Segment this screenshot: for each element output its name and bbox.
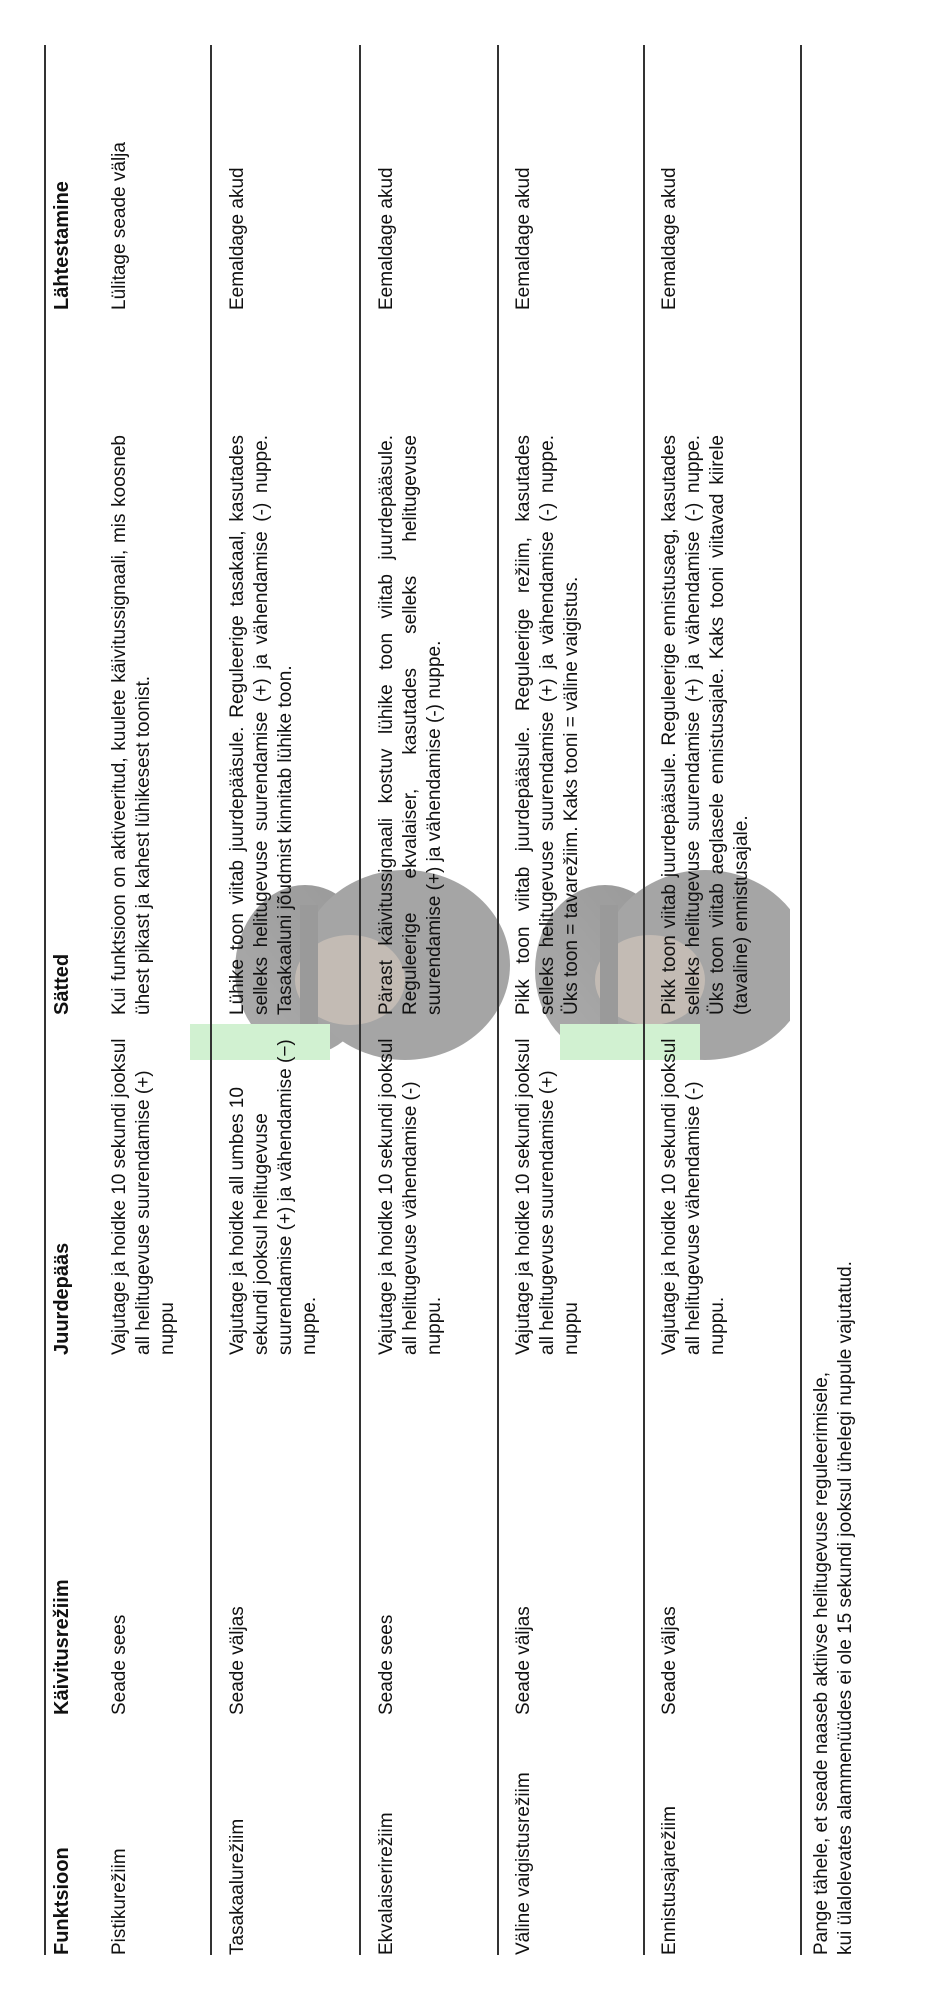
cell-reset: Eemaldage akud	[376, 167, 397, 310]
cell-settings: Lühike toon viitab juurdepääsule. Reguleerige tasakaal, kasutades selleks helitugevuse suurendamise (+) ja vähendamise (-) nuppe. Tasakaaluni jõudmist kinnitab lühike toon.	[227, 435, 296, 1015]
cell-mode: Seade sees	[376, 1614, 397, 1715]
cell-reset: Lülitage seade välja	[109, 142, 130, 310]
cell-mode: Seade väljas	[659, 1606, 680, 1715]
cell-access: Vajutage ja hoidke 10 sekundi jooksul all helitugevuse suurendamise (+) nuppu	[109, 1038, 178, 1355]
header-function: Funktsioon	[51, 1847, 73, 1955]
footer-note-line-2: kui ülalolevates alammenüüdes ei ole 15 sekundi jooksul ühelegi nupule vajutatud.	[835, 1261, 856, 1955]
cell-settings: Pikk toon viitab juurdepääsule. Reguleerige režiim, kasutades selleks helitugevuse suurendamise (+) ja vähendamise (-) nuppe. Üks toon = tavarežiim. Kaks tooni = väline vaigistus.	[513, 435, 582, 1015]
cell-settings: Kui funktsioon on aktiveeritud, kuulete käivitussignaali, mis koosneb ühest pikast ja kahest lühikesest toonist.	[109, 435, 154, 1015]
cell-settings: Pärast käivitussignaali kostuv lühike toon viitab juurdepääsule. Reguleerige ekvalaiser, kasutades selleks helitugevuse suurendamise (+) ja vähendamise (-) nuppe.	[376, 435, 445, 1015]
footer-note-line-1: Pange tähele, et seade naaseb aktiivse helitugevuse reguleerimisele,	[811, 1371, 832, 1955]
cell-mode: Seade sees	[109, 1614, 130, 1715]
header-reset: Lähtestamine	[51, 181, 73, 310]
cell-function: Ekvalaiserirežiim	[376, 1812, 397, 1955]
table-row	[216, 45, 365, 1955]
cell-function: Tasakaalurežiim	[227, 1818, 248, 1955]
cell-reset: Eemaldage akud	[227, 167, 248, 310]
cell-access: Vajutage ja hoidke 10 sekundi jooksul all helitugevuse suurendamise (+) nuppu	[513, 1038, 582, 1355]
cell-function: Ennistusajarežiim	[659, 1806, 680, 1955]
cell-mode: Seade väljas	[513, 1606, 534, 1715]
cell-mode: Seade väljas	[227, 1606, 248, 1715]
cell-function: Väline vaigistusrežiim	[513, 1772, 534, 1955]
cell-access: Vajutage ja hoidke 10 sekundi jooksul all helitugevuse vähendamise (-) nuppu.	[376, 1038, 445, 1355]
table-row	[98, 45, 216, 1955]
header-mode: Käivitusrežiim	[51, 1579, 73, 1715]
footer-note	[810, 755, 858, 1955]
table-row	[365, 45, 502, 1955]
cell-access: Vajutage ja hoidke 10 sekundi jooksul all helitugevuse vähendamise (-) nuppu.	[659, 1038, 728, 1355]
cell-reset: Eemaldage akud	[513, 167, 534, 310]
header-access: Juurdepääs	[51, 1242, 73, 1355]
header-settings: Sätted	[51, 953, 73, 1015]
cell-reset: Eemaldage akud	[659, 167, 680, 310]
cell-settings: Pikk toon viitab juurdepääsule. Reguleerige ennistusaeg, kasutades selleks helitugevuse suurendamise (+) ja vähendamise (-) nuppe. Üks toon viitab aeglasele ennistusajale. Kaks tooni viitavad kiirele (tavaline) ennistusajale.	[659, 435, 752, 1015]
table-header-row	[40, 45, 98, 1955]
cell-function: Pistikurežiim	[109, 1848, 130, 1955]
table-row	[502, 45, 648, 1955]
cell-access: Vajutage ja hoidke all umbes 10 sekundi jooksul helitugevuse suurendamise (+) ja vähendamise (−) nuppe.	[227, 1039, 320, 1355]
table-row-rule	[800, 45, 802, 1955]
table-row	[648, 45, 800, 1955]
